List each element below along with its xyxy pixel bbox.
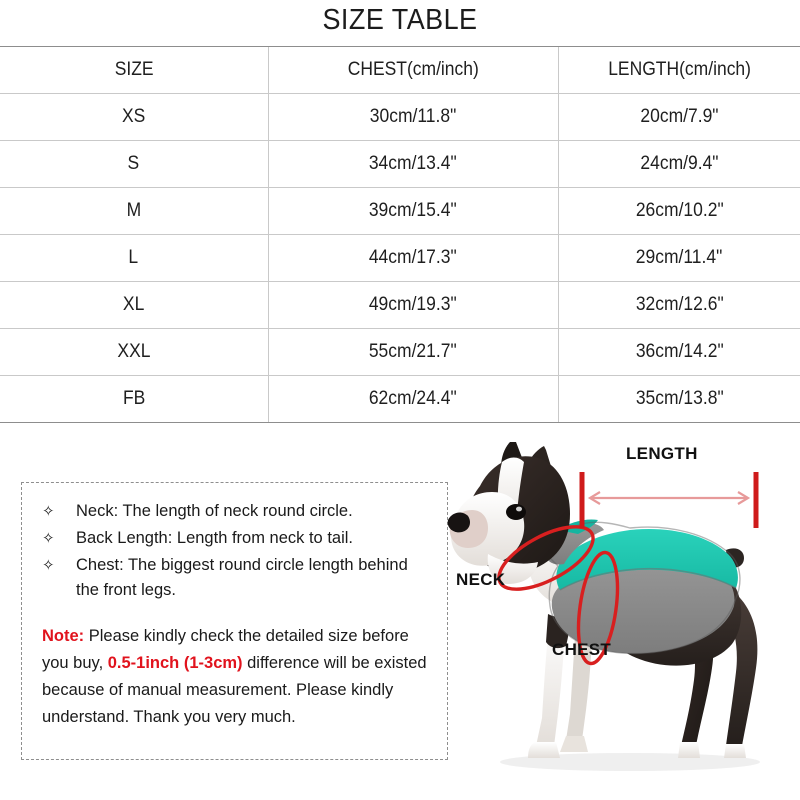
cell-chest-value: 34cm/13.4" — [369, 153, 457, 174]
note-text-part1: Please kindly check the detailed size before you buy, — [42, 627, 409, 672]
dog-eye — [506, 504, 526, 520]
table-row — [0, 376, 800, 423]
cell-length-value: 35cm/13.8" — [635, 388, 724, 409]
cell-size-value: M — [126, 200, 142, 221]
cell-length-value: 20cm/7.9" — [640, 106, 719, 127]
cell-size-value: FB — [122, 388, 145, 409]
cell-length — [558, 141, 800, 188]
list-item — [34, 499, 431, 524]
cell-length-value: 36cm/14.2" — [635, 341, 724, 362]
list-item — [34, 553, 431, 603]
cell-length-value: 26cm/10.2" — [635, 200, 724, 221]
cell-chest — [268, 235, 558, 282]
table-row — [0, 235, 800, 282]
table-body — [0, 94, 800, 423]
cell-size — [0, 329, 268, 376]
cell-size — [0, 141, 268, 188]
cell-chest-value: 44cm/17.3" — [369, 247, 457, 268]
chest-annotation-label: CHEST — [552, 640, 612, 659]
dog-nose — [448, 513, 470, 533]
star-bullet-icon: ✧ — [42, 503, 55, 520]
table-row — [0, 188, 800, 235]
note-paragraph — [42, 623, 431, 731]
page-title: SIZE TABLE — [322, 4, 478, 36]
cell-size-value: XXL — [117, 341, 151, 362]
cell-length — [558, 188, 800, 235]
list-item-label: Back Length: Length from neck to tail. — [76, 529, 353, 547]
cell-size — [0, 188, 268, 235]
cell-chest — [268, 376, 558, 423]
cell-chest-value: 30cm/11.8" — [369, 106, 457, 127]
table-row — [0, 141, 800, 188]
cell-chest — [268, 188, 558, 235]
column-header-size-label: SIZE — [114, 59, 154, 80]
cell-size-value: S — [127, 153, 140, 174]
column-header-size — [0, 47, 268, 94]
cell-chest-value: 39cm/15.4" — [369, 200, 457, 221]
cell-size — [0, 376, 268, 423]
column-header-length-label: LENGTH(cm/inch) — [607, 59, 751, 80]
cell-size-value: L — [128, 247, 139, 268]
cell-size-value: XL — [123, 294, 145, 315]
column-header-chest-label: CHEST(cm/inch) — [347, 59, 479, 80]
cell-chest — [268, 282, 558, 329]
cell-length-value: 24cm/9.4" — [640, 153, 719, 174]
cell-chest — [268, 141, 558, 188]
cell-size — [0, 94, 268, 141]
star-bullet-icon: ✧ — [42, 530, 55, 547]
note-label: Note: — [42, 627, 85, 645]
cell-size — [0, 282, 268, 329]
list-item — [34, 526, 431, 551]
cell-size-value: XS — [122, 106, 146, 127]
cell-length-value: 32cm/12.6" — [635, 294, 724, 315]
dog-eye-highlight — [516, 507, 522, 512]
column-header-length — [558, 47, 800, 94]
cell-chest-value: 62cm/24.4" — [369, 388, 457, 409]
dog-measurement-illustration — [440, 428, 800, 800]
star-bullet-icon: ✧ — [42, 557, 55, 574]
cell-length — [558, 376, 800, 423]
cell-size — [0, 235, 268, 282]
table-header-row — [0, 47, 800, 94]
cell-chest-value: 49cm/19.3" — [369, 294, 457, 315]
size-table — [0, 46, 800, 423]
note-tolerance-highlight: 0.5-1inch (1-3cm) — [107, 654, 243, 672]
column-header-chest — [268, 47, 558, 94]
table-header — [0, 47, 800, 94]
measurement-definition-list — [34, 499, 431, 603]
cell-chest — [268, 329, 558, 376]
list-item-label: Neck: The length of neck round circle. — [76, 502, 353, 520]
measurement-notes-box — [21, 482, 448, 760]
table-row — [0, 329, 800, 376]
dog-illustration-svg — [440, 428, 800, 800]
cell-length — [558, 329, 800, 376]
cell-chest-value: 55cm/21.7" — [369, 341, 457, 362]
note-text-part2: difference will be existed because of manual measurement. Please kindly understand. Thank you very much. — [42, 654, 427, 726]
cell-chest — [268, 94, 558, 141]
neck-annotation-label: NECK — [456, 570, 506, 589]
length-annotation-label: LENGTH — [626, 444, 698, 463]
table-row — [0, 282, 800, 329]
cell-length-value: 29cm/11.4" — [635, 247, 723, 268]
table-row — [0, 94, 800, 141]
cell-length — [558, 94, 800, 141]
cell-length — [558, 235, 800, 282]
cell-length — [558, 282, 800, 329]
list-item-label: Chest: The biggest round circle length behind the front legs. — [76, 556, 408, 599]
